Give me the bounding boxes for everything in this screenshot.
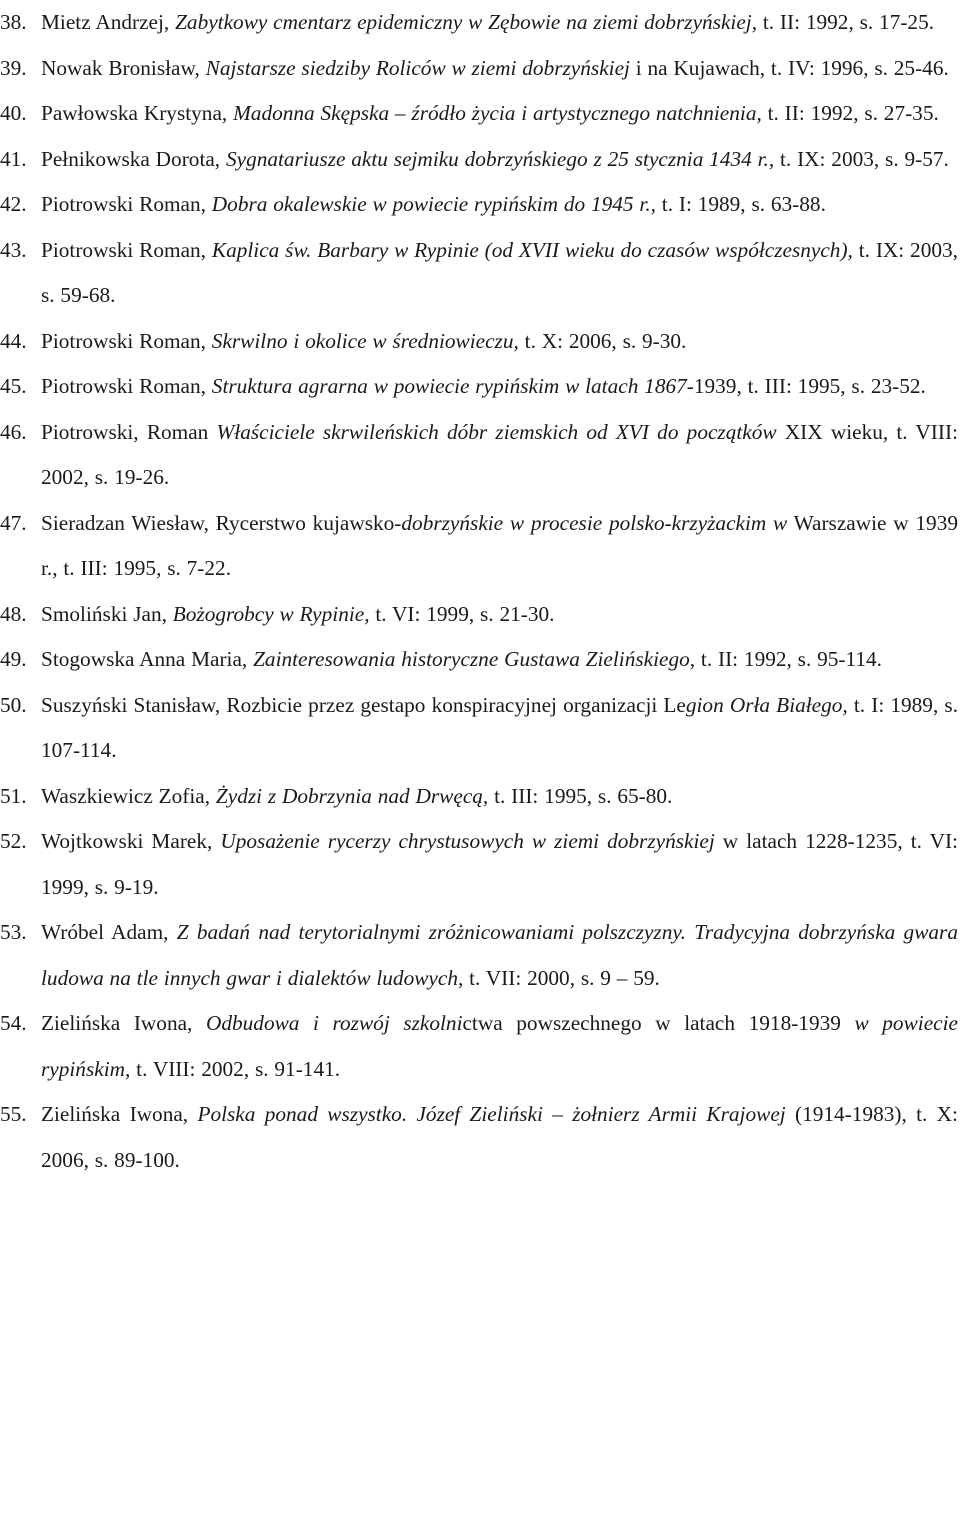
entry-number: 45. — [0, 374, 27, 398]
entry-text: t. I: 1989, s. 107-114. — [41, 692, 959, 762]
entry-text: Piotrowski, Roman — [41, 419, 217, 444]
bibliography-entry — [0, 501, 958, 592]
bibliography-entry — [0, 137, 958, 183]
entry-text: Zielińska Iwona, — [41, 1011, 206, 1035]
entry-title-text: Uposażenie rycerzy chrystusowych w ziemi dobrzyńskiej — [220, 829, 715, 853]
bibliography-entry — [0, 637, 958, 683]
entry-text: Pełnikowska Dorota, — [41, 146, 226, 171]
bibliography-entry — [0, 91, 958, 137]
entry-text: Pawłowska Krystyna, — [41, 101, 234, 125]
entry-title-text: Sygnatariusze aktu sejmiku dobrzyńskiego z 25 stycznia 1434 r., — [225, 146, 775, 171]
entry-number: 43. — [0, 237, 27, 262]
entry-title-text: Polska ponad wszystko. Józef Zieliński – żołnierz Armii Krajowej — [197, 1102, 786, 1126]
entry-number: 54. — [0, 1011, 27, 1035]
bibliography-entry — [0, 228, 958, 319]
entry-number: 53. — [0, 920, 27, 944]
entry-text: t. II: 1992, s. 27-35. — [761, 101, 939, 125]
entry-text: , t. I: 1989, s. 63-88. — [650, 192, 826, 216]
entry-text: t. VIII: 2002, s. 91-141. — [130, 1056, 341, 1081]
entry-text: Wróbel Adam, — [41, 920, 177, 944]
entry-text: XIX wieku, t. VIII: 2002, s. 19-26. — [41, 419, 959, 489]
entry-number: 48. — [0, 601, 27, 626]
bibliography-entry — [0, 683, 958, 774]
entry-title-text: w powiecie rypińskim, — [41, 1011, 958, 1081]
entry-text: (1914-1983), t. X: 2006, s. 89-100. — [41, 1102, 958, 1172]
bibliography-entry — [0, 592, 958, 638]
entry-text: Suszyński Stanisław, Rozbicie przez gestapo konspiracyjnej organizacji Le — [41, 692, 686, 717]
entry-text: Wojtkowski Marek, — [41, 829, 221, 853]
bibliography-entry — [0, 819, 958, 910]
entry-number: 52. — [0, 829, 27, 853]
entry-title-text: Bożogrobcy w Rypinie, — [172, 601, 370, 626]
entry-text: t. VI: 1999, s. 21-30. — [369, 601, 555, 626]
bibliography-entry — [0, 46, 958, 92]
entry-text: Smoliński Jan, — [41, 601, 173, 626]
bibliography-entry — [0, 319, 958, 365]
entry-number: 55. — [0, 1102, 27, 1126]
bibliography-entry — [0, 1092, 958, 1183]
bibliography-entry — [0, 1001, 958, 1092]
entry-title-text: Struktura agrarna w powiecie rypińskim w latach 1867 — [211, 374, 687, 398]
entry-number: 40. — [0, 101, 27, 125]
entry-number: 47. — [0, 510, 27, 535]
entry-title-text: dobrzyńskie w procesie polsko-krzyżackim w — [401, 510, 788, 535]
entry-text: Sieradzan Wiesław, Rycerstwo kujawsko- — [41, 510, 402, 535]
entry-text: t. III: 1995, s. 65-80. — [488, 783, 673, 808]
entry-title-text: Madonna Skępska – źródło życia i artystycznego natchnienia, — [233, 101, 762, 125]
entry-text: ctwa powszechnego w latach 1918-1939 — [462, 1011, 855, 1035]
entry-text: Piotrowski Roman, — [41, 328, 212, 353]
entry-text: t. IX: 2003, s. 59-68. — [41, 237, 958, 307]
entry-text: Mietz Andrzej, — [41, 10, 176, 34]
entry-text: w latach 1228-1235, t. VI: 1999, s. 9-19. — [41, 829, 958, 899]
entry-number: 38. — [0, 10, 27, 34]
entry-text: t. X: 2006, s. 9-30. — [518, 328, 687, 353]
entry-title-text: Skrwilno i okolice w średniowieczu, — [211, 328, 519, 353]
entry-number: 39. — [0, 55, 27, 80]
entry-number: 51. — [0, 783, 27, 808]
entry-title-text: Najstarsze siedziby Roliców w ziemi dobrzyńskiej — [205, 55, 630, 80]
entry-title-text: Zainteresowania historyczne Gustawa Zielińskiego — [253, 647, 690, 671]
entry-number: 44. — [0, 328, 27, 353]
entry-number: 46. — [0, 419, 27, 444]
bibliography-entry — [0, 910, 958, 1001]
entry-title-text: Dobra okalewskie w powiecie rypińskim do 1945 r. — [211, 192, 651, 216]
entry-title-text: Właściciele skrwileńskich dóbr ziemskich od XVI do początków — [216, 419, 777, 444]
entry-number: 50. — [0, 692, 27, 717]
bibliography-entry — [0, 182, 958, 228]
bibliography-entry — [0, 774, 958, 820]
entry-text: Piotrowski Roman, — [41, 237, 212, 262]
entry-text: Nowak Bronisław, — [41, 55, 206, 80]
entry-text: t. IX: 2003, s. 9-57. — [774, 146, 949, 171]
entry-title-text: Kaplica św. Barbary w Rypinie (od XVII wieku do czasów współczesnych), — [211, 237, 853, 262]
entry-text: t. VII: 2000, s. 9 – 59. — [463, 965, 660, 990]
entry-text: -1939, t. III: 1995, s. 23-52. — [686, 374, 926, 398]
bibliography-entry — [0, 364, 958, 410]
entry-number: 49. — [0, 647, 27, 671]
entry-title-text: gion Orła Białego, — [685, 692, 848, 717]
bibliography-entry — [0, 0, 958, 46]
entry-title-text: Z badań nad terytorialnymi zróżnicowaniami polszczyzny. Tradycyjna dobrzyńska gwara ludowa na tle innych gwar i dialektów ludowych, — [41, 920, 958, 990]
bibliography-entry — [0, 410, 958, 501]
entry-text: i na Kujawach, t. IV: 1996, s. 25-46. — [629, 55, 949, 80]
entry-text: Piotrowski Roman, — [41, 192, 212, 216]
entry-text: Stogowska Anna Maria, — [41, 647, 254, 671]
entry-number: 41. — [0, 146, 27, 171]
entry-text: Piotrowski Roman, — [41, 374, 212, 398]
entry-title-text: Zabytkowy cmentarz epidemiczny w Zębowie na ziemi dobrzyńskiej, — [175, 10, 758, 34]
entry-text: Warszawie w 1939 r., t. III: 1995, s. 7-22. — [41, 510, 958, 580]
entry-text: Zielińska Iwona, — [41, 1102, 198, 1126]
entry-title-text: Odbudowa i rozwój szkolni — [205, 1011, 463, 1035]
entry-text: , t. II: 1992, s. 95-114. — [689, 647, 882, 671]
entry-text: Waszkiewicz Zofia, — [41, 783, 216, 808]
entry-text: t. II: 1992, s. 17-25. — [757, 10, 935, 34]
entry-number: 42. — [0, 192, 27, 216]
entry-title-text: Żydzi z Dobrzynia nad Drwęcą, — [215, 783, 489, 808]
